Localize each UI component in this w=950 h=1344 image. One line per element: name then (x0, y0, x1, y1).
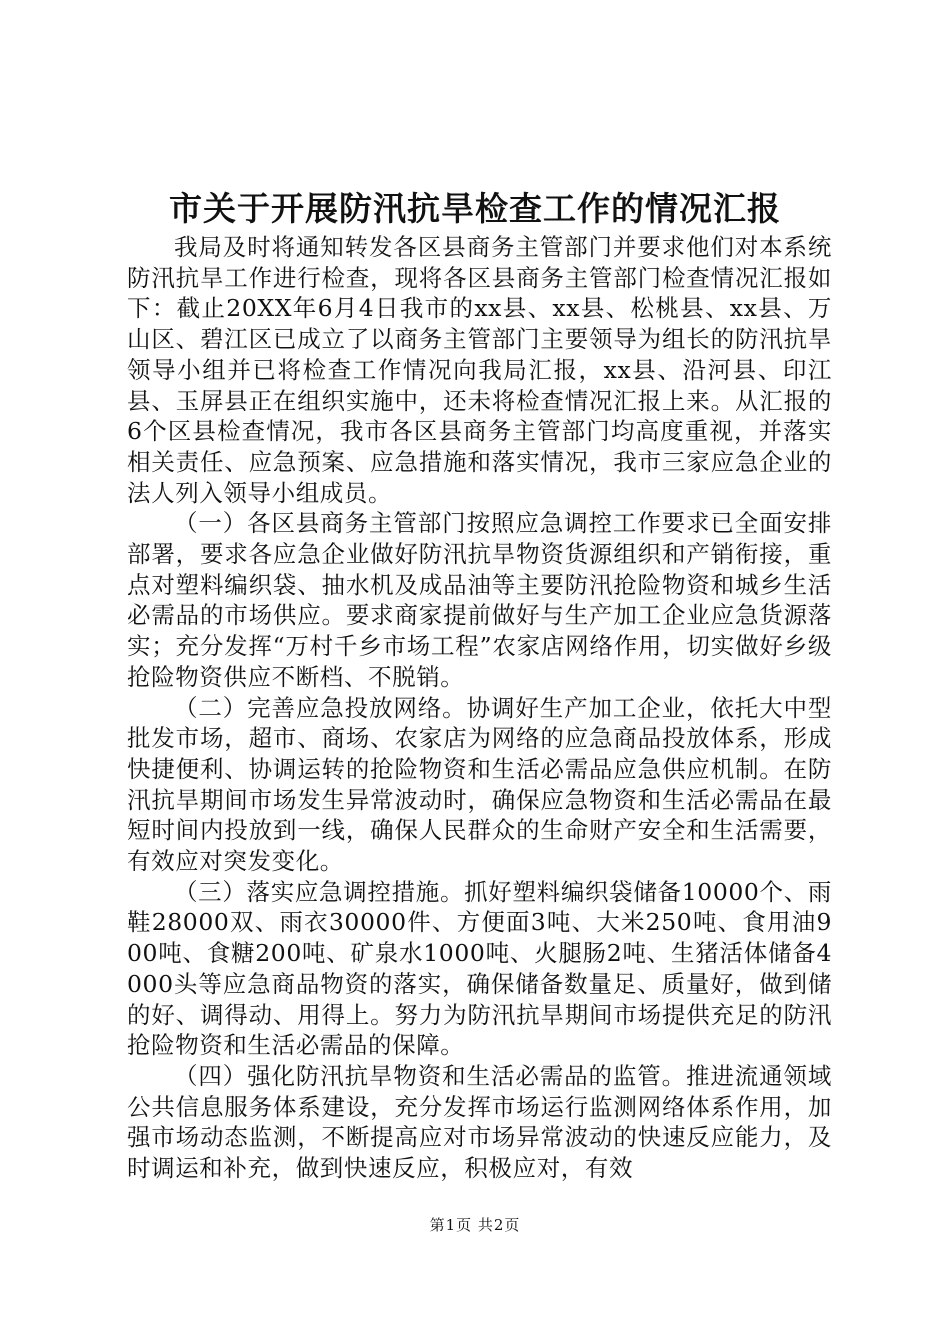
paragraph-section-3: （三）落实应急调控措施。抓好塑料编织袋储备10000个、雨鞋28000双、雨衣30000件、方便面3吨、大米250吨、食用油900吨、食糖200吨、矿泉水1000吨、火腿肠2吨、生猪活体储备4000头等应急商品物资的落实，确保储备数量足、质量好，做到储的好、调得动、用得上。努力为防汛抗旱期间市场提供充足的防汛抢险物资和生活必需品的保障。 (127, 877, 832, 1060)
paragraph-section-2: （二）完善应急投放网络。协调好生产加工企业，依托大中型批发市场，超市、商场、农家店为网络的应急商品投放体系，形成快捷便利、协调运转的抢险物资和生活必需品应急供应机制。在防汛抗旱期间市场发生异常波动时，确保应急物资和生活必需品在最短时间内投放到一线，确保人民群众的生命财产安全和生活需要，有效应对突发变化。 (127, 693, 832, 876)
paragraph-section-4: （四）强化防汛抗旱物资和生活必需品的监管。推进流通领域公共信息服务体系建设，充分发挥市场运行监测网络体系作用，加强市场动态监测，不断提高应对市场异常波动的快速反应能力，及时调运和补充，做到快速反应，积极应对，有效 (127, 1061, 832, 1183)
page-number-footer: 第1页 共2页 (429, 1216, 521, 1234)
document-title: 市关于开展防汛抗旱检查工作的情况汇报 (169, 189, 781, 228)
document-body (127, 232, 832, 1184)
paragraph-intro: 我局及时将通知转发各区县商务主管部门并要求他们对本系统防汛抗旱工作进行检查，现将各区县商务主管部门检查情况汇报如下：截止20XX年6月4日我市的xx县、xx县、松桃县、xx县、万山区、碧江区已成立了以商务主管部门主要领导为组长的防汛抗旱领导小组并已将检查工作情况向我局汇报，xx县、沿河县、印江县、玉屏县正在组织实施中，还未将检查情况汇报上来。从汇报的6个区县检查情况，我市各区县商务主管部门均高度重视，并落实相关责任、应急预案、应急措施和落实情况，我市三家应急企业的法人列入领导小组成员。 (127, 233, 832, 507)
paragraph-section-1: （一）各区县商务主管部门按照应急调控工作要求已全面安排部署，要求各应急企业做好防汛抗旱物资货源组织和产销衔接，重点对塑料编织袋、抽水机及成品油等主要防汛抢险物资和城乡生活必需品的市场供应。要求商家提前做好与生产加工企业应急货源落实；充分发挥“万村千乡市场工程”农家店网络作用，切实做好乡级抢险物资供应不断档、不脱销。 (127, 509, 832, 691)
